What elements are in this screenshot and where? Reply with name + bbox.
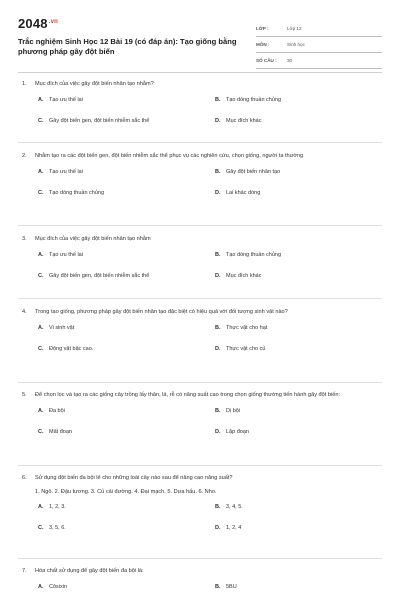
option-a[interactable]: A. Tạo ưu thế lai	[38, 168, 83, 175]
meta-class: LỚP : Lớp 12	[256, 24, 382, 37]
option-b[interactable]: B. Tạo dòng thuần chủng	[215, 96, 282, 103]
question-divider	[18, 558, 382, 559]
answer-options	[18, 245, 382, 287]
option-c[interactable]: C. Mất đoạn	[38, 428, 72, 435]
option-b[interactable]: B. Dị bội	[215, 407, 241, 414]
question-text: 1. Mục đích của việc gây đột biến nhân tạo nhằm?	[22, 81, 154, 87]
meta-question-count: SỐ CÂU : 30	[256, 56, 382, 69]
question-text: 3. Mục đích của việc gây đột biến nhân tạo nhằm	[22, 236, 151, 242]
option-d[interactable]: D. Lặp đoạn	[215, 428, 249, 435]
site-logo[interactable]: $2048^{.vn}$	[18, 16, 59, 31]
question-divider	[18, 382, 382, 383]
option-b[interactable]: B. 3, 4, 5.	[215, 503, 243, 510]
option-d[interactable]: D. Lai khác dòng	[215, 189, 261, 196]
option-c[interactable]: C. 3, 5, 6.	[38, 524, 66, 531]
question-extra: 1. Ngô. 2. Đậu tương. 3. Củ cải đường. 4. Đại mạch. 5. Dưa hấu. 6. Nho.	[35, 488, 217, 495]
meta-subject: MÔN : Sinh học	[256, 40, 382, 53]
option-a[interactable]: A. Tạo ưu thế lai	[38, 251, 83, 258]
option-a[interactable]: A. 1, 2, 3.	[38, 503, 66, 510]
header-divider	[18, 72, 382, 73]
question-3	[18, 235, 382, 287]
option-d[interactable]: D. 1, 2, 4	[215, 524, 242, 531]
option-b[interactable]: B. Gây đột biến nhân tạo	[215, 168, 281, 175]
question-5	[18, 391, 382, 443]
option-d[interactable]: D. Mục đích khác	[215, 117, 262, 124]
question-divider	[18, 298, 382, 299]
option-a[interactable]: A. Vi sinh vật	[38, 324, 75, 331]
question-text: 5. Để chọn lọc và tạo ra các giống cây trồng lấy thân, lá, rễ có năng suất cao trong chọn giống thường tiến hành gây đột biến:	[22, 392, 341, 398]
option-b[interactable]: B. Thực vật cho hạt	[215, 324, 268, 331]
answer-options	[18, 318, 382, 360]
answer-options	[18, 401, 382, 443]
question-6	[18, 474, 382, 539]
quiz-title: Trắc nghiệm Sinh Học 12 Bài 19 (có đáp án): Tạo giống bằng phương pháp gây đột biến	[18, 37, 237, 56]
question-divider	[18, 225, 382, 226]
option-a[interactable]: A. Côsixin	[38, 583, 68, 590]
question-text: 7. Hóa chất sử dụng để gây đột biến đa bội là:	[22, 568, 144, 574]
question-text: 4. Trong tạo giống, phương pháp gây đột biến nhân tạo đặc biệt có hiệu quả với đối tượng sinh vật nào?	[22, 309, 288, 315]
answer-options	[18, 162, 382, 204]
option-b[interactable]: B. Tạo dòng thuần chủng	[215, 251, 282, 258]
question-text: 6. Sử dụng đột biến đa bội lẻ cho những loài cây nào sau để nâng cao năng suất?	[22, 475, 233, 481]
question-1	[18, 80, 382, 132]
quiz-meta	[256, 24, 382, 72]
question-4	[18, 308, 382, 360]
answer-options	[18, 497, 382, 539]
option-a[interactable]: A. Tạo ưu thế lai	[38, 96, 83, 103]
question-divider	[18, 465, 382, 466]
option-c[interactable]: C. Gây đột biến gen, đột biến nhiễm sắc thể	[38, 272, 150, 279]
option-a[interactable]: A. Đa bội	[38, 407, 65, 414]
question-2	[18, 152, 382, 204]
question-divider	[18, 142, 382, 143]
answer-options	[18, 90, 382, 132]
page-header	[18, 10, 382, 72]
question-7	[18, 567, 382, 603]
answer-options	[18, 577, 382, 603]
option-b[interactable]: B. 5BU	[215, 583, 237, 590]
option-d[interactable]: D. Thực vật cho củ	[215, 345, 266, 352]
question-text: 2. Nhằm tạo ra các đột biến gen, đột biến nhiễm sắc thể phục vụ các nghiên cứu, chọn giống, người ta thường	[22, 153, 304, 159]
option-d[interactable]: D. Mục đích khác	[215, 272, 262, 279]
option-c[interactable]: C. Động vật bậc cao.	[38, 345, 94, 352]
option-c[interactable]: C. Gây đột biến gen, đột biến nhiễm sắc thể	[38, 117, 150, 124]
option-c[interactable]: C. Tạo dòng thuần chủng	[38, 189, 105, 196]
